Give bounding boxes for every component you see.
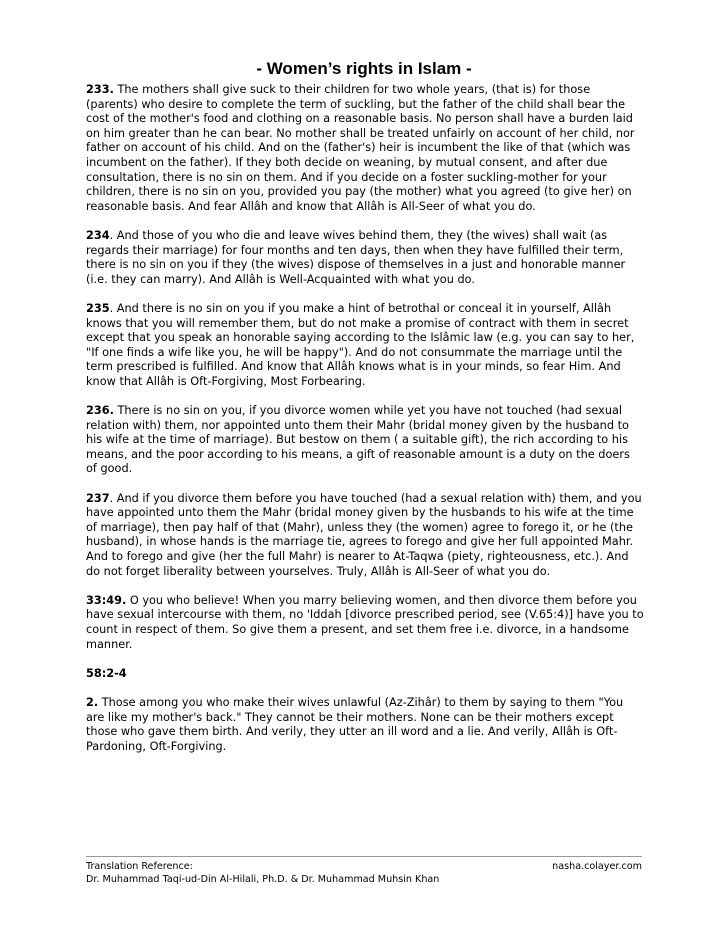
paragraph-235 — [86, 302, 644, 390]
page-title: - Women’s rights in Islam - — [256, 59, 472, 78]
verse-ref: 2. — [86, 695, 99, 709]
verse-ref: 236. — [86, 404, 114, 418]
paragraph-233 — [86, 83, 644, 214]
paragraph-234 — [86, 229, 644, 287]
verse-text: The mothers shall give suck to their children for two whole years, (that is) for those (parents) who desire to complete the term of suckling, but the father of the child shall bear the cost of the mother's food and clothing on a reasonable basis. No person shall have a burden laid on him greater than he can bear. No mother shall be treated unfairly on account of her child, nor father on account of his child. And on the (father's) heir is incumbent the like of that (which was incumbent on the father). If they both decide on weaning, by mutual consent, and after due consultation, there is no sin on them. And if you decide on a foster suckling-mother for your children, there is no sin on you, provided you pay (the mother) what you agreed (to give her) on reasonable basis. And fear Allâh and know that Allâh is All-Seer of what you do. — [86, 83, 635, 213]
paragraph-237 — [86, 492, 644, 580]
paragraph-58-2 — [86, 696, 644, 754]
verse-text: . And if you divorce them before you have touched (had a sexual relation with) them, and you have appointed unto them the Mahr (bridal money given by the husbands to his wife at the time of marriage), then pay half of that (Mahr), unless they (the women) agree to forego it, or he (the husband), in whose hands is the marriage tie, agrees to forego and give her full appointed Mahr. And to forego and give (her the full Mahr) is nearer to At-Taqwa (piety, righteousness, etc.). And do not forget liberality between yourselves. Truly, Allâh is All-Seer of what you do. — [86, 491, 642, 578]
verse-text: . And those of you who die and leave wives behind them, they (the wives) shall wait (as regards their marriage) for four months and ten days, then when they have fulfilled their term, there is no sin on you if they (the wives) dispose of themselves in a just and honorable manner (i.e. they can marry). And Allâh is Well-Acquainted with what you do. — [86, 228, 626, 286]
verse-ref: 234 — [86, 228, 110, 242]
document-body — [86, 83, 644, 769]
section-heading-58-2-4 — [86, 667, 644, 682]
verse-ref: 235 — [86, 301, 110, 315]
verse-text: . And there is no sin on you if you make a hint of betrothal or conceal it in yourself, Allâh knows that you will remember them, but do not make a promise of contract with them in secret except that you speak an honorable saying according to the Islâmic law (e.g. you can say to her, "If one finds a wife like you, he will be happy"). And do not consummate the marriage until the term prescribed is fulfilled. And know that Allâh knows what is in your minds, so fear Him. And know that Allâh is Oft-Forgiving, Most Forbearing. — [86, 301, 635, 388]
page-footer — [86, 860, 642, 886]
verse-text: There is no sin on you, if you divorce women while yet you have not touched (had sexual relation with) them, nor appointed unto them their Mahr (bridal money given by the husband to his wife at the time of marriage). But bestow on them ( a suitable gift), the rich according to his means, and the poor according to his means, a gift of reasonable amount is a duty on the doers of good. — [86, 404, 630, 476]
verse-ref: 58:2-4 — [86, 666, 127, 680]
verse-text: Those among you who make their wives unlawful (Az-Zihâr) to them by saying to them "You are like my mother's back." They cannot be their mothers. None can be their mothers except those who gave them birth. And verily, they utter an ill word and a lie. And verily, Allâh is Oft-Pardoning, Oft-Forgiving. — [86, 695, 624, 753]
verse-text: O you who believe! When you marry believing women, and then divorce them before you have sexual intercourse with them, no 'Iddah [divorce prescribed period, see (V.65:4)] have you to count in respect of them. So give them a present, and set them free i.e. divorce, in a handsome manner. — [86, 593, 644, 651]
footer-authors: Dr. Muhammad Taqi-ud-Din Al-Hilali, Ph.D. & Dr. Muhammad Muhsin Khan — [86, 874, 440, 885]
verse-ref: 237 — [86, 491, 110, 505]
footer-top-row — [86, 860, 642, 873]
verse-ref: 233. — [86, 83, 114, 96]
footer-site: nasha.colayer.com — [552, 861, 642, 872]
verse-ref: 33:49. — [86, 593, 127, 607]
paragraph-236 — [86, 404, 644, 477]
footer-label: Translation Reference: — [86, 861, 193, 872]
paragraph-33-49 — [86, 594, 644, 652]
footer-divider — [86, 856, 642, 857]
